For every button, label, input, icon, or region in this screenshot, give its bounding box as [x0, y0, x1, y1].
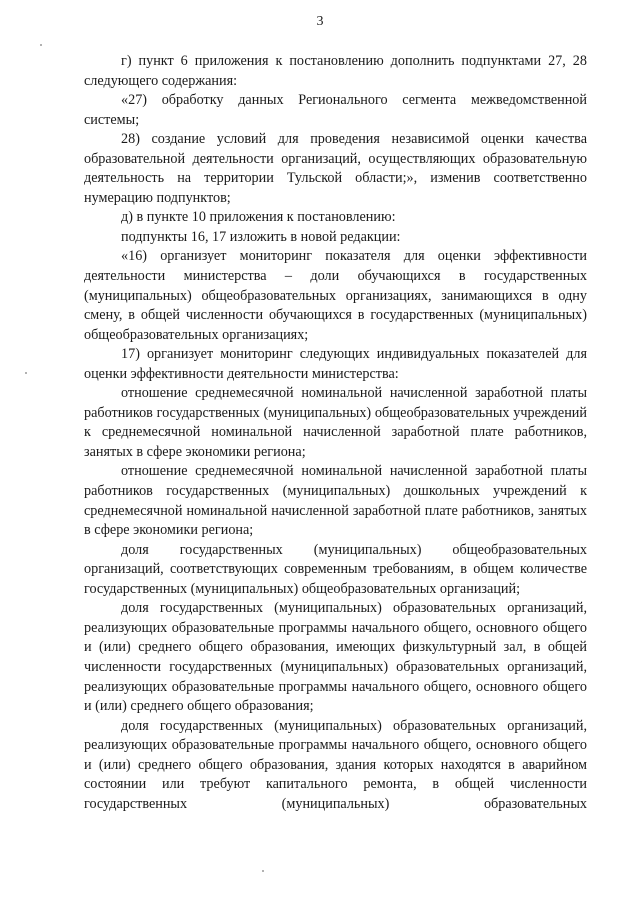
paragraph-indicator-modern-requirements: доля государственных (муниципальных) общеобразовательных организаций, соответствующих современным требованиям, в общем количестве государственных (муниципальных) общеобразовательных организаций; — [84, 541, 587, 597]
paragraph-subitem-17: 17) организует мониторинг следующих индивидуальных показателей для оценки эффективности деятельности министерства: — [84, 346, 587, 382]
paragraph-subitem-28: 28) создание условий для проведения независимой оценки качества образовательной деятельности организаций, осуществляющих образовательную деятельность на территории Тульской области;», изменив соответственно нумерацию подпунктов; — [84, 131, 587, 206]
paragraph-item-g: г) пункт 6 приложения к постановлению дополнить подпунктами 27, 28 следующего содержания: — [84, 53, 587, 89]
document-body — [84, 52, 587, 814]
paragraph-subitem-16: «16) организует мониторинг показателя для оценки эффективности деятельности министерства – доли обучающихся в государственных (муниципальных) общеобразовательных организациях, занимающихся в одну смену, в общей численности обучающихся в государственных (муниципальных) общеобразовательных организациях; — [84, 248, 587, 343]
paragraph-indicator-emergency-buildings: доля государственных (муниципальных) образовательных организаций, реализующих образовательные программы начального общего, основного общего и (или) среднего общего образования, здания которых находятся в аварийном состоянии или требуют капитального ремонта, в общей численности государственных (муниципальных) образовательных — [84, 717, 587, 812]
page-number: 3 — [316, 14, 324, 29]
paragraph-indicator-general-education-salary: отношение среднемесячной номинальной начисленной заработной платы работников государственных (муниципальных) общеобразовательных учреждений к среднемесячной номинальной начисленной заработной плате работников, занятых в сфере экономики региона; — [84, 385, 587, 460]
paragraph-subitem-27: «27) обработку данных Регионального сегмента межведомственной системы; — [84, 92, 587, 128]
paragraph-subitems-16-17-intro: подпункты 16, 17 изложить в новой редакции: — [121, 228, 401, 245]
scan-speck — [262, 870, 264, 872]
paragraph-indicator-gym: доля государственных (муниципальных) образовательных организаций, реализующих образовательные программы начального общего, основного общего и (или) среднего общего образования, имеющих физкультурный зал, в общей численности государственных (муниципальных) образовательных организаций, реализующих образовательные программы начального общего, основного общего и (или) среднего общего образования; — [84, 600, 587, 715]
paragraph-item-d: д) в пункте 10 приложения к постановлению: — [121, 209, 396, 226]
scan-speck — [40, 44, 42, 46]
paragraph-indicator-preschool-salary: отношение среднемесячной номинальной начисленной заработной платы работников государственных (муниципальных) дошкольных учреждений к среднемесячной номинальной начисленной заработной плате работников, занятых в сфере экономики региона; — [84, 463, 587, 539]
scan-speck — [25, 372, 27, 374]
